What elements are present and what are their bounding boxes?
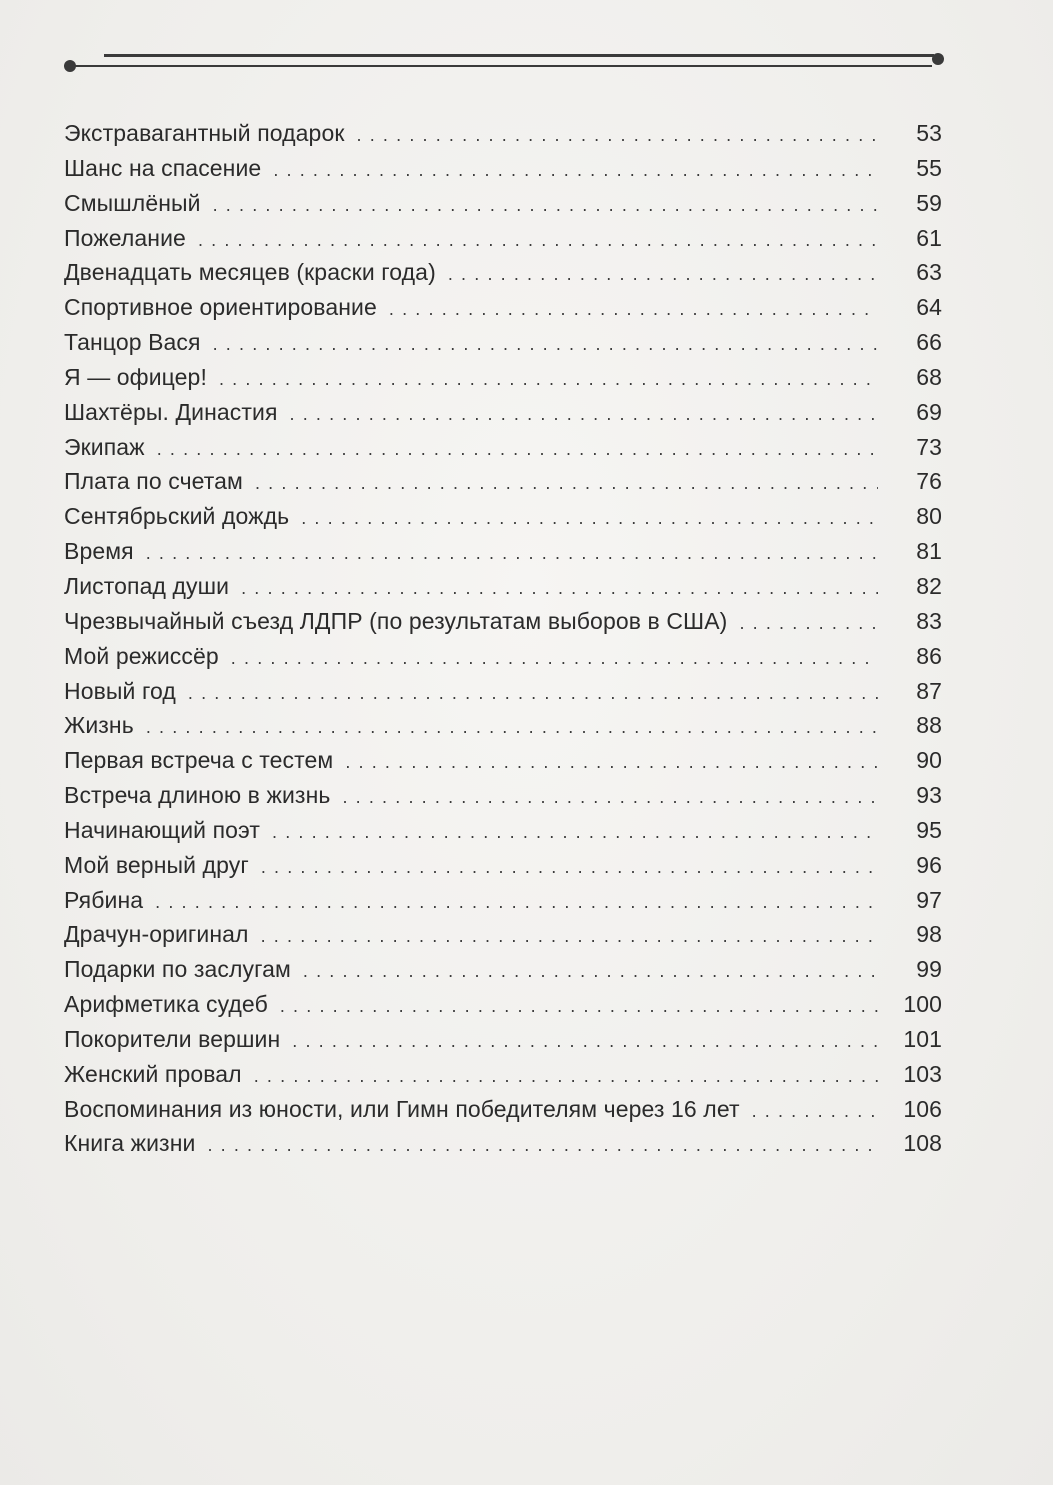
toc-dot-leader [146,543,878,564]
toc-entry [64,1130,942,1165]
toc-entry-title: Чрезвычайный съезд ЛДПР (по результатам выборов в США) [64,607,728,634]
toc-entry-page-number: 83 [916,607,942,634]
toc-entry-page-number: 86 [916,642,942,669]
toc-entry-page-number: 61 [916,224,942,251]
toc-entry-title: Плата по счетам [64,468,243,495]
toc-dot-leader [261,926,878,947]
decorative-header-rule [64,52,944,74]
toc-dot-leader [219,369,878,390]
toc-entry-page-number: 93 [916,782,942,809]
toc-entry [64,468,942,503]
toc-entry [64,120,942,155]
toc-entry-page-number: 69 [916,398,942,425]
toc-entry-page-number: 88 [916,712,942,739]
toc-dot-leader [280,996,878,1017]
toc-entry-title: Танцор Вася [64,329,201,356]
toc-entry-title: Пожелание [64,224,186,251]
toc-entry [64,225,942,260]
toc-entry-title: Арифметика судеб [64,991,268,1018]
toc-entry-title: Женский провал [64,1060,242,1087]
toc-entry-title: Листопад души [64,572,230,599]
toc-dot-leader [146,717,878,738]
toc-entry-title: Мой верный друг [64,851,249,878]
toc-entry-page-number: 63 [916,259,942,286]
toc-entry [64,259,942,294]
toc-entry [64,782,942,817]
toc-dot-leader [231,648,878,669]
toc-dot-leader [301,508,878,529]
rule-line-bottom [72,65,932,67]
toc-entry-page-number: 66 [916,329,942,356]
toc-entry-page-number: 64 [916,294,942,321]
toc-entry [64,155,942,190]
toc-entry [64,956,942,991]
toc-entry [64,608,942,643]
toc-entry-title: Я — офицер! [64,363,207,390]
toc-entry-page-number: 96 [916,851,942,878]
toc-entry [64,643,942,678]
toc-entry [64,434,942,469]
toc-entry-title: Мой режиссёр [64,642,219,669]
rule-dot-left [64,60,76,72]
toc-entry [64,1061,942,1096]
toc-entry [64,538,942,573]
toc-entry-title: Шахтёры. Династия [64,398,278,425]
toc-dot-leader [188,683,878,704]
toc-entry-title: Новый год [64,677,176,704]
toc-entry-page-number: 90 [916,747,942,774]
toc-entry-page-number: 53 [916,120,942,146]
toc-dot-leader [357,125,878,146]
toc-entry-page-number: 98 [916,921,942,948]
toc-entry-title: Жизнь [64,712,134,739]
toc-entry [64,1026,942,1061]
toc-entry-page-number: 87 [916,677,942,704]
toc-entry-page-number: 95 [916,816,942,843]
toc-dot-leader [345,752,878,773]
toc-entry [64,678,942,713]
toc-entry [64,364,942,399]
toc-dot-leader [752,1101,878,1122]
toc-entry-page-number: 100 [903,991,942,1018]
toc-entry [64,503,942,538]
toc-entry [64,329,942,364]
toc-entry-title: Драчун-оригинал [64,921,249,948]
toc-entry-title: Смышлёный [64,189,201,216]
toc-entry-title: Двенадцать месяцев (краски года) [64,259,436,286]
toc-entry-page-number: 59 [916,189,942,216]
toc-dot-leader [273,160,878,181]
toc-dot-leader [157,439,878,460]
toc-dot-leader [241,578,878,599]
toc-dot-leader [342,787,878,808]
toc-entry [64,294,942,329]
toc-entry [64,887,942,922]
toc-entry-page-number: 81 [916,538,942,565]
toc-entry [64,190,942,225]
toc-entry-page-number: 103 [903,1060,942,1087]
toc-entry-page-number: 73 [916,433,942,460]
toc-dot-leader [254,1066,878,1087]
toc-entry [64,817,942,852]
toc-entry-title: Книга жизни [64,1130,196,1157]
toc-entry-title: Встреча длиною в жизнь [64,782,331,809]
toc-dot-leader [213,334,878,355]
toc-entry-title: Начинающий поэт [64,816,260,843]
toc-entry-title: Первая встреча с тестем [64,747,334,774]
toc-dot-leader [290,404,879,425]
toc-entry-title: Экипаж [64,433,145,460]
toc-dot-leader [272,822,878,843]
toc-dot-leader [739,613,878,634]
toc-dot-leader [303,961,878,982]
toc-entry [64,921,942,956]
toc-entry [64,712,942,747]
rule-dot-right [932,53,944,65]
toc-entry-title: Экстравагантный подарок [64,120,345,146]
toc-entry-title: Воспоминания из юности, или Гимн победителям через 16 лет [64,1095,740,1122]
toc-entry [64,1096,942,1131]
toc-entry-page-number: 101 [903,1025,942,1052]
toc-entry-page-number: 76 [916,468,942,495]
toc-entry-title: Рябина [64,886,144,913]
toc-entry-page-number: 55 [916,154,942,181]
toc-entry [64,852,942,887]
toc-entry [64,399,942,434]
toc-entry-page-number: 82 [916,572,942,599]
toc-entry-page-number: 108 [903,1130,942,1157]
toc-entry-page-number: 99 [916,956,942,983]
toc-dot-leader [207,1135,878,1156]
toc-entry-page-number: 97 [916,886,942,913]
toc-entry [64,991,942,1026]
toc-dot-leader [389,299,878,320]
toc-entry [64,747,942,782]
toc-entry-title: Шанс на спасение [64,154,262,181]
toc-entry-title: Спортивное ориентирование [64,294,377,321]
toc-entry-title: Время [64,538,134,565]
toc-entry-title: Подарки по заслугам [64,956,291,983]
toc-dot-leader [448,264,878,285]
toc-entry-title: Сентябрьский дождь [64,503,290,530]
toc-dot-leader [292,1031,878,1052]
toc-dot-leader [155,892,878,913]
table-of-contents [64,120,942,1165]
toc-entry [64,573,942,608]
toc-dot-leader [213,195,878,216]
rule-line-top [104,54,934,57]
toc-dot-leader [255,473,878,494]
toc-entry-title: Покорители вершин [64,1025,281,1052]
toc-dot-leader [261,857,878,878]
toc-entry-page-number: 80 [916,503,942,530]
toc-dot-leader [198,230,878,251]
toc-entry-page-number: 106 [903,1095,942,1122]
toc-entry-page-number: 68 [916,363,942,390]
